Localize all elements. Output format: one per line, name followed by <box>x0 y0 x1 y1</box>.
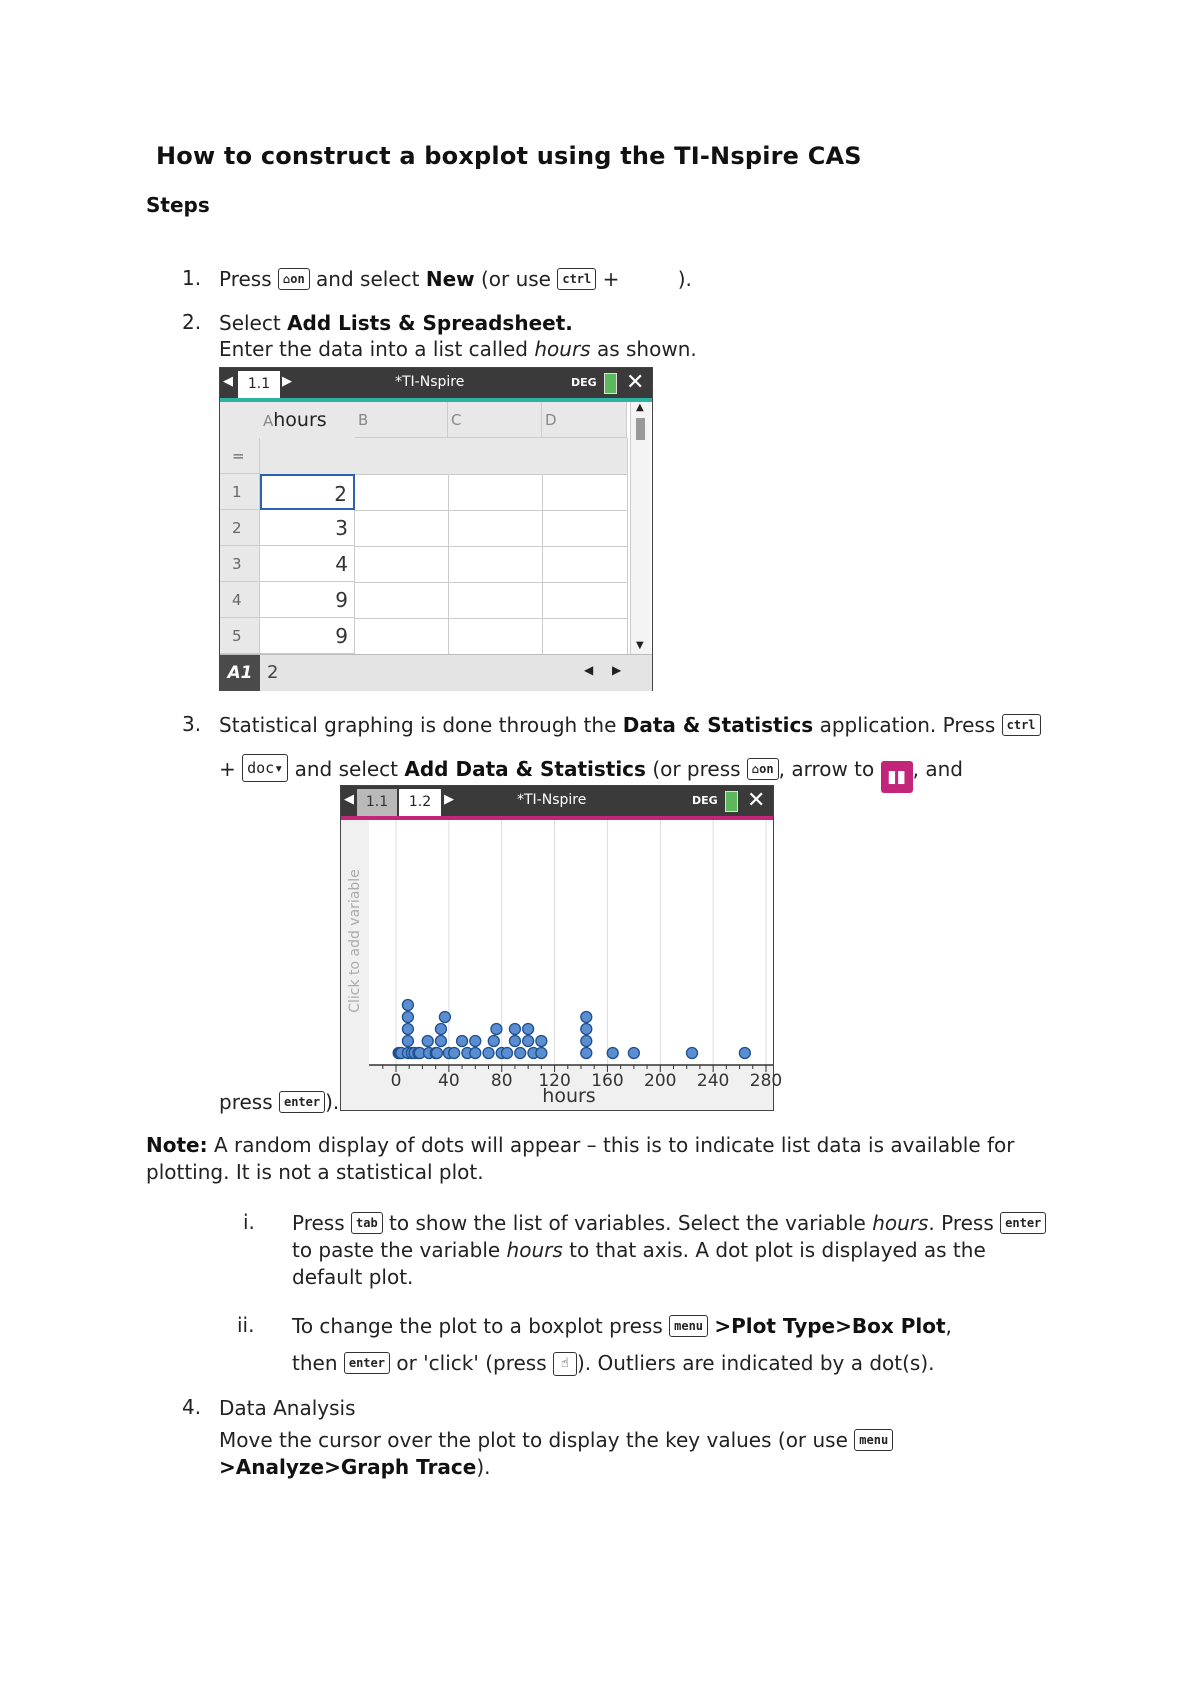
data-point <box>483 1048 494 1059</box>
enter-key-icon: enter <box>1000 1212 1046 1234</box>
column-a-name: hours <box>273 409 327 431</box>
step-2-line2 <box>219 336 697 362</box>
step-2-l2b: as shown. <box>596 337 697 361</box>
step-3-t2: application. Press <box>819 713 996 737</box>
sub-i-number: i. <box>243 1210 255 1234</box>
cell-c4[interactable] <box>448 582 543 619</box>
x-tick-label-40: 40 <box>438 1071 460 1091</box>
step-1-new: New <box>425 267 475 291</box>
cell-a1[interactable]: 2 <box>260 474 355 510</box>
home-on-key-icon: ⌂on <box>278 268 310 290</box>
x-tick-label-200: 200 <box>644 1071 677 1091</box>
spreadsheet-screenshot <box>219 367 653 691</box>
formula-row-label: = <box>220 438 260 474</box>
step-2-l2a: Enter the data into a list called <box>219 337 529 361</box>
cell-c1[interactable] <box>448 474 543 511</box>
sub-ii-line1 <box>292 1313 952 1339</box>
step-4-line2 <box>219 1427 893 1453</box>
sub-i-hours: hours <box>872 1211 929 1235</box>
step-1-t4: + <box>602 267 620 291</box>
data-point <box>628 1048 639 1059</box>
sub-i-t1: Press <box>292 1211 345 1235</box>
data-point <box>739 1048 750 1059</box>
data-point <box>536 1048 547 1059</box>
doc-key-icon: doc▾ <box>242 754 288 782</box>
x-tick-label-160: 160 <box>591 1071 624 1091</box>
column-c-header[interactable]: C <box>448 402 542 438</box>
vertical-scrollbar[interactable] <box>630 402 651 654</box>
sub-ii-line2 <box>292 1350 935 1376</box>
data-point <box>607 1048 618 1059</box>
step-2-bold: Add Lists & Spreadsheet. <box>287 311 573 335</box>
data-point <box>509 1024 520 1035</box>
cell-d1[interactable] <box>542 474 628 511</box>
entry-line[interactable] <box>220 654 652 691</box>
scroll-up-icon[interactable]: ▲ <box>636 402 644 413</box>
scroll-down-icon[interactable]: ▼ <box>636 640 644 651</box>
step-4-l2: Move the cursor over the plot to display the key values (or use <box>219 1428 848 1452</box>
data-point <box>509 1036 520 1047</box>
x-tick-label-240: 240 <box>696 1071 730 1091</box>
cell-b3[interactable] <box>355 546 449 583</box>
tab-1-1: 1.1 <box>238 371 280 398</box>
step-4-bold: >Analyze>Graph Trace <box>219 1455 477 1479</box>
cell-a5[interactable]: 9 <box>260 618 355 654</box>
close-icon: ✕ <box>747 788 766 813</box>
data-point <box>523 1024 534 1035</box>
sub-ii-number: ii. <box>237 1313 255 1337</box>
data-point <box>502 1048 513 1059</box>
step-3-bold1: Data & Statistics <box>622 713 814 737</box>
step-3-line3 <box>219 1089 339 1115</box>
data-point <box>581 1036 592 1047</box>
corner-cell <box>220 402 261 439</box>
data-point <box>536 1036 547 1047</box>
sub-i-line2 <box>292 1237 986 1263</box>
step-3-t8: ). <box>325 1090 340 1114</box>
sub-i-line3: default plot. <box>292 1265 414 1289</box>
step-4-title: Data Analysis <box>219 1396 356 1420</box>
cell-c2[interactable] <box>448 510 543 547</box>
step-3-t7: press <box>219 1090 273 1114</box>
x-tick-label-280: 280 <box>749 1071 783 1091</box>
cell-d4[interactable] <box>542 582 628 619</box>
x-tick-label-80: 80 <box>490 1071 513 1091</box>
menu-key-icon: menu <box>669 1315 708 1337</box>
data-statistics-screenshot <box>340 785 783 1111</box>
step-3-t3: and select <box>294 757 399 781</box>
tab-left-arrow-icon: ◀ <box>344 792 354 807</box>
title-bar <box>220 368 652 398</box>
step-3-line1 <box>219 712 1041 738</box>
step-4-number: 4. <box>182 1395 202 1419</box>
enter-key-icon: enter <box>279 1091 325 1113</box>
sub-ii-bold: >Plot Type>Box Plot <box>714 1314 946 1338</box>
step-4-t3: ). <box>476 1455 491 1479</box>
sub-ii-t2: , <box>945 1314 952 1338</box>
step-2-text <box>219 310 573 336</box>
entry-value[interactable]: 2 <box>267 662 279 683</box>
cell-reference: A1 <box>220 655 260 691</box>
step-1-text <box>219 266 692 292</box>
step-3-t1: Statistical graphing is done through the <box>219 713 617 737</box>
scroll-thumb[interactable] <box>636 418 645 440</box>
data-point <box>449 1048 460 1059</box>
battery-icon <box>725 791 738 812</box>
tab-left-arrow-icon: ◀ <box>223 374 233 389</box>
y-axis-label: Click to add variable <box>347 869 363 1013</box>
cell-b1[interactable] <box>355 474 449 511</box>
column-d-header[interactable]: D <box>542 402 627 438</box>
steps-heading: Steps <box>146 193 210 217</box>
step-4-line3 <box>219 1454 491 1480</box>
ctrl-key-icon: ctrl <box>557 268 596 290</box>
row-3-label: 3 <box>220 546 260 582</box>
sub-i-l2a: to paste the variable <box>292 1238 501 1262</box>
doc-title: *TI-Nspire <box>517 792 587 808</box>
sub-ii-t1: To change the plot to a boxplot press <box>292 1314 663 1338</box>
sub-ii-l2a: then <box>292 1351 338 1375</box>
home-on-key-icon: ⌂on <box>747 758 779 780</box>
data-point <box>488 1036 499 1047</box>
cell-b5[interactable] <box>355 618 449 655</box>
step-3-t5: , arrow to <box>778 757 875 781</box>
data-point <box>581 1012 592 1023</box>
data-point <box>422 1036 433 1047</box>
entry-right-arrow-icon[interactable]: ▶ <box>612 663 622 677</box>
data-point <box>402 1000 413 1011</box>
cell-c3[interactable] <box>448 546 543 583</box>
tab-1-1[interactable]: 1.1 <box>357 789 397 816</box>
data-point <box>581 1024 592 1035</box>
page-title: How to construct a boxplot using the TI-Nspire CAS <box>156 142 862 170</box>
step-2-hours: hours <box>534 337 591 361</box>
enter-key-icon: enter <box>344 1352 390 1374</box>
data-point <box>435 1036 446 1047</box>
data-point <box>439 1012 450 1023</box>
step-3-bold2: Add Data & Statistics <box>404 757 646 781</box>
data-point <box>470 1036 481 1047</box>
step-1-t1: Press <box>219 267 272 291</box>
x-tick-label-0: 0 <box>390 1071 402 1091</box>
cell-b4[interactable] <box>355 582 449 619</box>
cell-a2[interactable]: 3 <box>260 510 355 546</box>
row-5-label: 5 <box>220 618 260 654</box>
cell-d3[interactable] <box>542 546 628 583</box>
cell-a3[interactable]: 4 <box>260 546 355 582</box>
dot-plot <box>341 820 783 1110</box>
tab-right-arrow-icon: ▶ <box>444 792 454 807</box>
formula-cell-d[interactable] <box>542 438 628 475</box>
cell-d5[interactable] <box>542 618 628 655</box>
click-key-icon: ☝ <box>553 1352 577 1376</box>
sub-i-line1 <box>292 1210 1046 1236</box>
sub-i-t3: . Press <box>928 1211 994 1235</box>
step-2-t1: Select <box>219 311 281 335</box>
data-point <box>457 1036 468 1047</box>
row-4-label: 4 <box>220 582 260 618</box>
close-icon: ✕ <box>626 370 645 395</box>
mode-label: DEG <box>571 376 597 389</box>
tab-1-2[interactable]: 1.2 <box>399 789 441 816</box>
menu-key-icon: menu <box>854 1429 893 1451</box>
mode-label: DEG <box>692 794 718 807</box>
cell-c5[interactable] <box>448 618 543 655</box>
column-b-header[interactable]: B <box>355 402 448 438</box>
data-point <box>402 1012 413 1023</box>
data-point <box>523 1036 534 1047</box>
doc-title: *TI-Nspire <box>395 374 465 390</box>
entry-left-arrow-icon[interactable]: ◀ <box>584 663 594 677</box>
x-axis-label: hours <box>542 1085 596 1107</box>
title-bar <box>341 786 773 816</box>
step-3-t6: , and <box>912 757 963 781</box>
data-point <box>431 1048 442 1059</box>
row-2-label: 2 <box>220 510 260 546</box>
data-point <box>402 1024 413 1035</box>
cell-d2[interactable] <box>542 510 628 547</box>
note-line2: plotting. It is not a statistical plot. <box>146 1160 484 1184</box>
formula-cell-b[interactable] <box>355 438 449 475</box>
step-3-t4: (or press <box>652 757 741 781</box>
tab-key-icon: tab <box>351 1212 383 1234</box>
battery-icon <box>604 373 617 394</box>
column-a-header[interactable]: Ahours <box>260 402 356 439</box>
x-tick-label-120: 120 <box>538 1071 571 1091</box>
data-point <box>581 1048 592 1059</box>
data-point <box>687 1048 698 1059</box>
formula-cell-c[interactable] <box>448 438 543 475</box>
step-1-t3: (or use <box>480 267 551 291</box>
sub-ii-l2b: or 'click' (press <box>396 1351 547 1375</box>
sub-ii-l2c: ). Outliers are indicated by a dot(s). <box>577 1351 935 1375</box>
note-label: Note: <box>146 1133 208 1157</box>
step-2-number: 2. <box>182 310 202 334</box>
row-1-label: 1 <box>220 474 260 510</box>
tab-right-arrow-icon: ▶ <box>282 374 292 389</box>
data-point <box>491 1024 502 1035</box>
sub-i-t2: to show the list of variables. Select the variable <box>389 1211 866 1235</box>
data-point <box>470 1048 481 1059</box>
ctrl-key-icon: ctrl <box>1002 714 1041 736</box>
step-1-number: 1. <box>182 266 202 290</box>
cell-b2[interactable] <box>355 510 449 547</box>
data-statistics-app-icon: ▮▮ <box>881 761 913 793</box>
step-1-t2: and select <box>316 267 420 291</box>
note-line1 <box>146 1132 1015 1158</box>
step-1-t5: ). <box>677 267 692 291</box>
data-point <box>515 1048 526 1059</box>
sub-i-hours-2: hours <box>506 1238 563 1262</box>
formula-cell-a[interactable] <box>260 438 356 475</box>
data-point <box>402 1036 413 1047</box>
note-text: A random display of dots will appear – this is to indicate list data is available for <box>213 1133 1015 1157</box>
step-3-number: 3. <box>182 712 202 736</box>
step-3-plus: + <box>219 757 236 781</box>
sub-i-l2b: to that axis. A dot plot is displayed as the <box>569 1238 986 1262</box>
cell-a4[interactable]: 9 <box>260 582 355 618</box>
data-point <box>435 1024 446 1035</box>
